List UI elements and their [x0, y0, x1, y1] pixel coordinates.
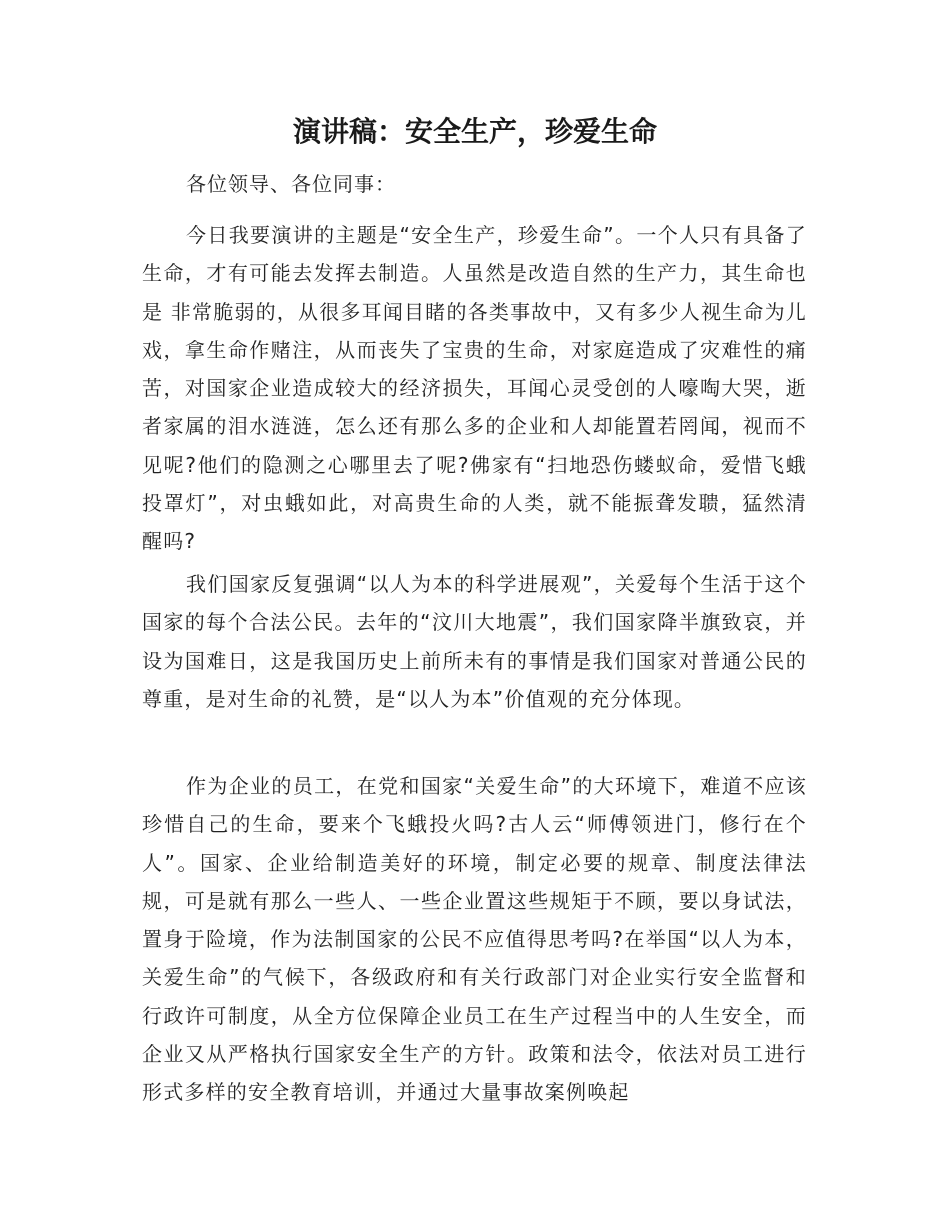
- paragraph: 今日我要演讲的主题是“安全生产，珍爱生命”。一个人只有具备了生命，才有可能去发挥去制造。人虽然是改造自然的生产力，其生命也是 非常脆弱的，从很多耳闻目睹的各类事故中，又有多少人视生命为儿戏，拿生命作赌注，从而丧失了宝贵的生命，对家庭造成了灾难性的痛苦，对国家企业造成较大的经济损失，耳闻心灵受创的人嚎啕大哭，逝者家属的泪水涟涟，怎么还有那么多的企业和人却能置若罔闻，视而不见呢?他们的隐测之心哪里去了呢?佛家有“扫地恐伤蝼蚁命，爱惜飞蛾投罩灯”，对虫蛾如此，对高贵生命的人类，就不能振聋发聩，猛然清醒吗?: [142, 223, 807, 554]
- paragraph: 作为企业的员工，在党和国家“关爱生命”的大环境下，难道不应该珍惜自己的生命，要来个飞蛾投火吗?古人云“师傅领进门，修行在个人”。国家、企业给制造美好的环境，制定必要的规章、制度法律法规，可是就有那么一些人、一些企业置这些规矩于不顾，要以身试法，置身于险境，作为法制国家的公民不应值得思考吗?在举国“以人为本，关爱生命”的气候下，各级政府和有关行政部门对企业实行安全监督和行政许可制度，从全方位保障企业员工在生产过程当中的人生安全，而企业又从严格执行国家安全生产的方针。政策和法令，依法对员工进行形式多样的安全教育培训，并通过大量事故案例唤起: [142, 774, 807, 1105]
- salutation: 各位领导、各位同事：: [186, 172, 396, 196]
- paragraph: 我们国家反复强调“以人为本的科学进展观”，关爱每个生活于这个国家的每个合法公民。去年的“汶川大地震”，我们国家降半旗致哀，并设为国难日，这是我国历史上前所未有的事情是我们国家对普通公民的尊重，是对生命的礼赞，是“以人为本”价值观的充分体现。: [142, 572, 807, 711]
- document-title: 演讲稿：安全生产，珍爱生命: [292, 115, 657, 148]
